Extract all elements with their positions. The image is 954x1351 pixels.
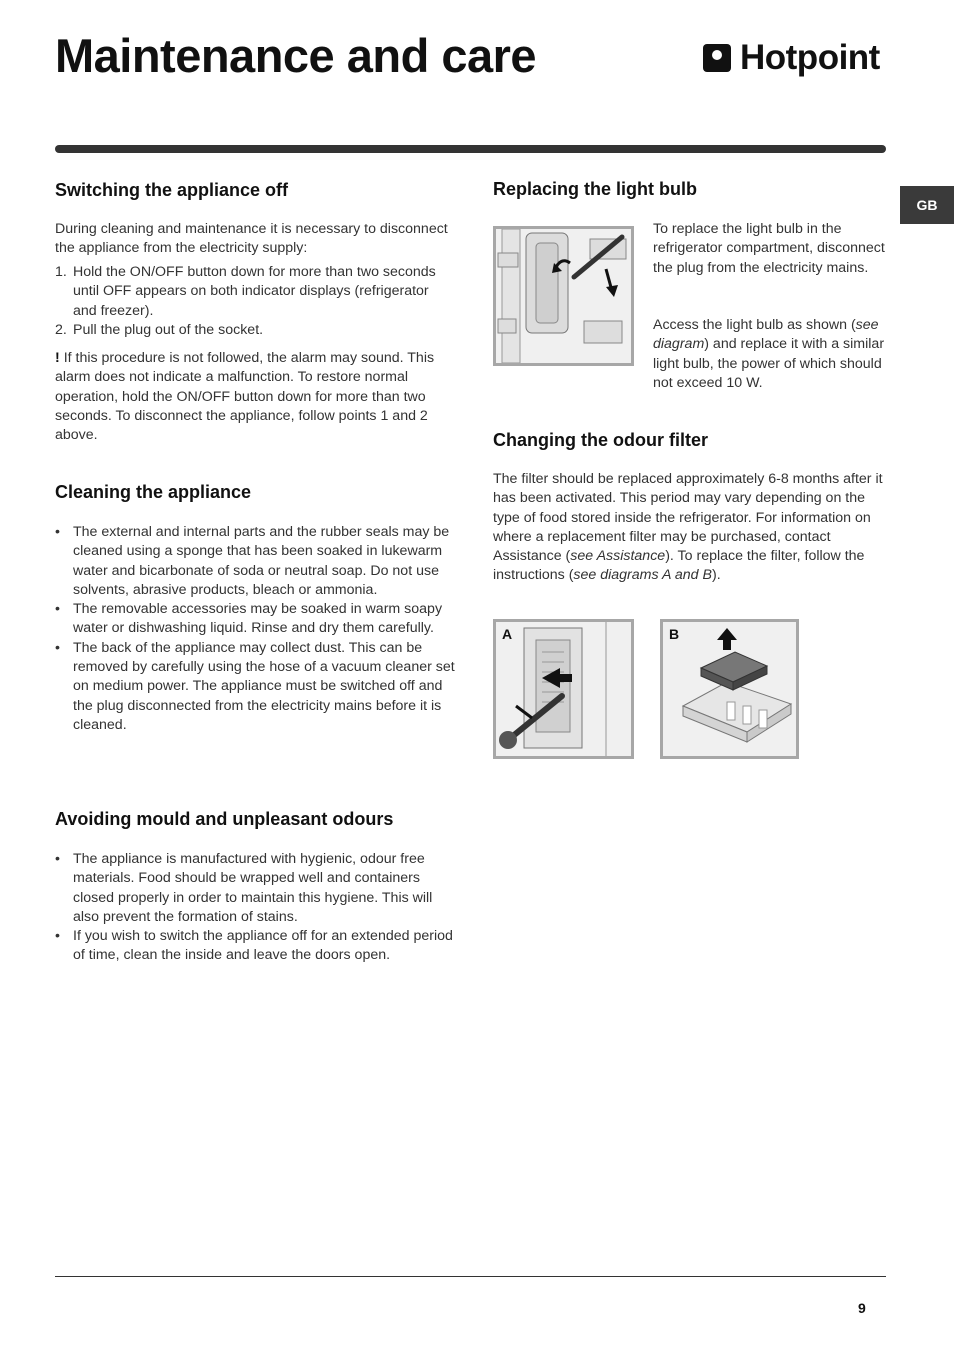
filter-diagram-b [660, 619, 799, 759]
switching-intro: During cleaning and maintenance it is necessary to disconnect the appliance from the electricity supply: [55, 221, 448, 257]
list-item: • The back of the appliance may collect dust. This can be removed by carefully using the hose of a vacuum cleaner set on medium power. The appliance must be switched off and the plug disconnected from the electricity mains before it is cleaned. [55, 639, 455, 733]
list-item: • The removable accessories may be soaked in warm soapy water or dishwashing liquid. Rinse and dry them carefully. [55, 601, 443, 637]
warning-icon: ! [55, 350, 60, 366]
light-bulb-diagram [493, 226, 634, 366]
bulb-instructions-2: Access the light bulb as shown (see diagram) and replace it with a similar light bulb, the power of which should not exceed 10 W. [653, 317, 885, 391]
list-item: • The appliance is manufactured with hygienic, odour free materials. Food should be wrapped well and containers closed properly in order to maintain this hygiene. This will also prevent the formation of stains. [55, 851, 433, 925]
diagram-b-label: B [669, 626, 680, 642]
switching-heading: Switching the appliance off [55, 180, 289, 200]
language-tab: GB [900, 186, 954, 224]
mould-heading: Avoiding mould and unpleasant odours [55, 809, 394, 829]
mould-list [55, 850, 455, 966]
list-item: 2. Pull the plug out of the socket. [55, 321, 264, 338]
diagram-a-label: A [502, 626, 513, 642]
bulb-instructions-1: To replace the light bulb in the refrigerator compartment, disconnect the plug from the electricity mains. [653, 221, 885, 276]
footer-divider [55, 1276, 886, 1277]
filter-diagram-a [493, 619, 634, 759]
filter-heading: Changing the odour filter [493, 430, 708, 450]
filter-instructions: The filter should be replaced approximately 6-8 months after it has been activated. This period may vary depending on the type of food stored inside the refrigerator. For information on where a replacement filter may be purchased, contact Assistance (see Assistance). To replace the filter, follow the instructions (see diagrams A and B). [493, 471, 883, 584]
filter-removal-illustration [496, 622, 631, 756]
brand-logo [703, 38, 880, 78]
list-item: • If you wish to switch the appliance off for an extended period of time, clean the inside and leave the doors open. [55, 928, 453, 964]
brand-name: Hotpoint [740, 38, 880, 77]
list-item: • The external and internal parts and the rubber seals may be cleaned using a sponge that has been soaked in lukewarm water and bicarbonate of soda or neutral soap. Do not use solvents, abrasive products, bleach or ammonia. [55, 524, 450, 598]
cleaning-heading: Cleaning the appliance [55, 482, 252, 502]
switching-steps [55, 263, 450, 340]
bulb-heading: Replacing the light bulb [493, 179, 697, 199]
page-title: Maintenance and care [55, 29, 537, 82]
light-bulb-illustration [496, 229, 631, 363]
page-number: 9 [858, 1300, 866, 1316]
list-item: 1. Hold the ON/OFF button down for more than two seconds until OFF appears on both indicator displays (refrigerator and freezer). [55, 264, 436, 319]
switching-warning: ! If this procedure is not followed, the alarm may sound. This alarm does not indicate a malfunction. To restore normal operation, hold the ON/OFF button down for more than two seconds. To disconnect the appliance, follow points 1 and 2 above. [55, 350, 435, 444]
header-divider [55, 145, 886, 153]
cleaning-list [55, 523, 455, 735]
logo-mark-icon [703, 44, 731, 72]
filter-lift-illustration [663, 622, 796, 756]
